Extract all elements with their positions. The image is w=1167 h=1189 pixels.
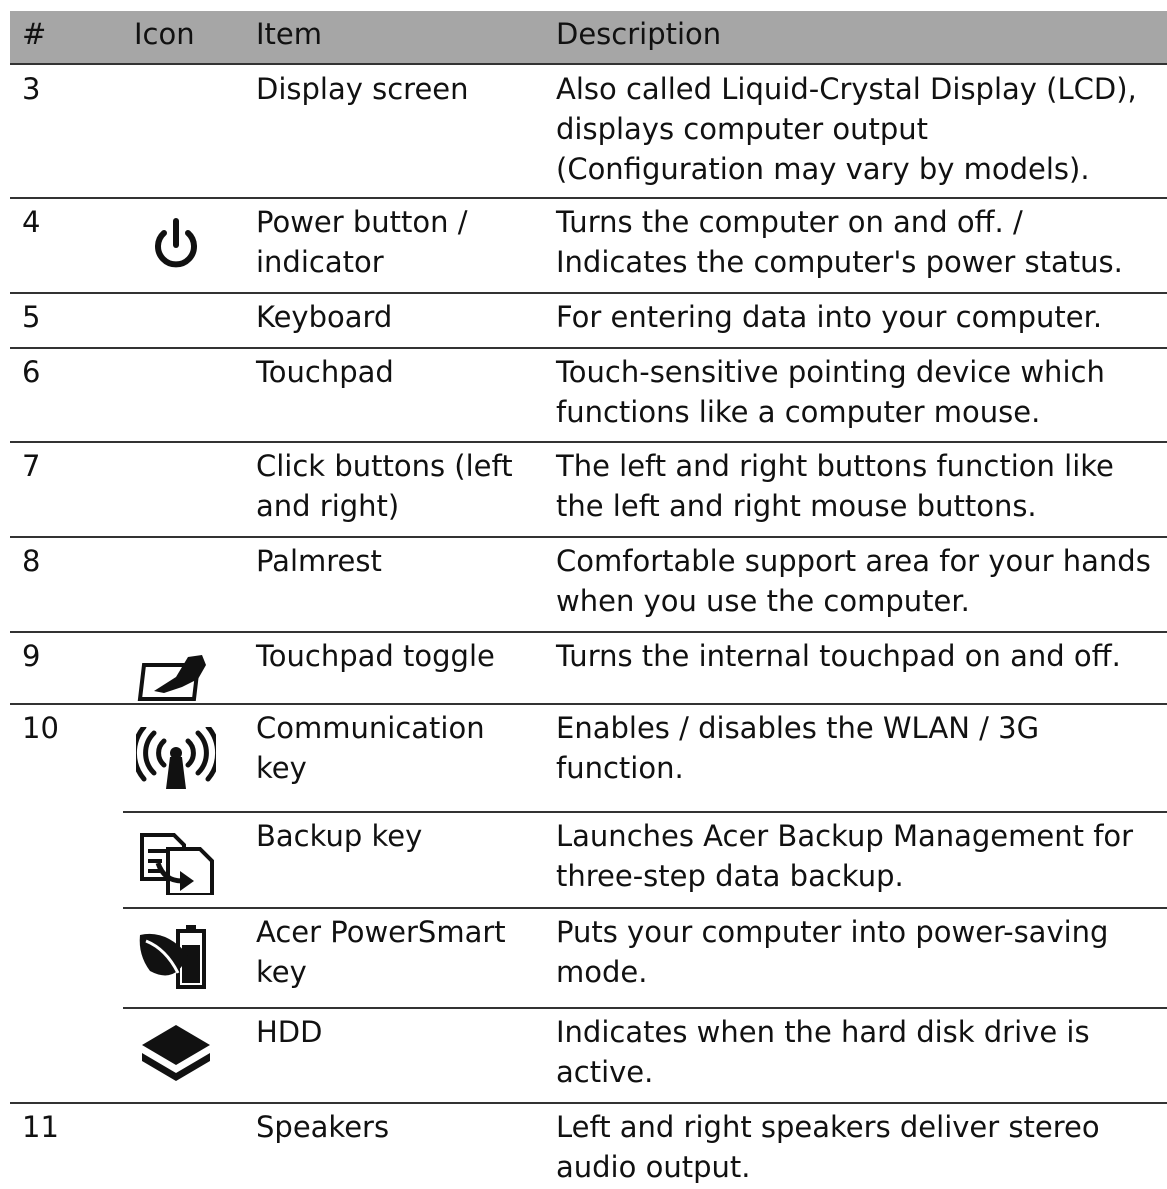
row-item: Touchpad toggle [256,639,495,673]
header-icon: Icon [134,17,195,51]
row-number: 11 [22,1110,59,1144]
row-description: Launches Acer Backup Management for three-step data backup. [556,819,1134,893]
row-description: Comfortable support area for your hands when you use the computer. [556,544,1151,618]
row-description: Puts your computer into power-saving mode. [556,915,1109,989]
row-number: 4 [22,205,41,239]
row-description: Left and right speakers deliver stereo audio output. [556,1110,1100,1184]
row-description: Turns the computer on and off. / Indicates the computer's power status. [556,205,1123,279]
row-divider [10,1102,1167,1104]
row-number: 10 [22,711,59,745]
row-divider [10,631,1167,633]
row-number: 6 [22,355,41,389]
touchpad-toggle-icon [136,643,216,707]
row-description: Enables / disables the WLAN / 3G function. [556,711,1040,785]
row-divider [123,811,1167,813]
row-description: Indicates when the hard disk drive is active. [556,1015,1090,1089]
row-divider [10,347,1167,349]
row-item: Backup key [256,819,423,853]
header-num: # [22,17,47,51]
backup-icon [136,831,216,895]
row-item: Speakers [256,1110,390,1144]
row-description: For entering data into your computer. [556,300,1103,334]
row-item: Power button / indicator [256,205,468,279]
row-divider [10,703,1167,705]
header-description: Description [556,17,722,51]
row-divider [10,292,1167,294]
row-number: 8 [22,544,41,578]
wireless-icon [136,727,216,791]
row-number: 7 [22,449,41,483]
row-item: Acer PowerSmart key [256,915,506,989]
header-item: Item [256,17,323,51]
row-item: Keyboard [256,300,393,334]
row-description: Touch-sensitive pointing device which functions like a computer mouse. [556,355,1105,429]
row-divider [10,536,1167,538]
row-number: 3 [22,72,41,106]
row-divider [10,197,1167,199]
powersmart-icon [136,925,216,989]
row-item: Display screen [256,72,469,106]
hdd-icon [136,1019,216,1083]
row-number: 9 [22,639,41,673]
row-item: Communication key [256,711,485,785]
row-item: Touchpad [256,355,394,389]
row-description: Turns the internal touchpad on and off. [556,639,1121,673]
row-divider [123,907,1167,909]
table-header [10,11,1167,65]
row-description: The left and right buttons function like the left and right mouse buttons. [556,449,1114,523]
row-item: Palmrest [256,544,382,578]
power-icon [136,211,216,275]
row-divider [123,1007,1167,1009]
row-item: Click buttons (left and right) [256,449,513,523]
row-number: 5 [22,300,41,334]
row-item: HDD [256,1015,323,1049]
row-description: Also called Liquid-Crystal Display (LCD), displays computer output (Configuration may vary by models). [556,72,1137,186]
row-divider [10,441,1167,443]
